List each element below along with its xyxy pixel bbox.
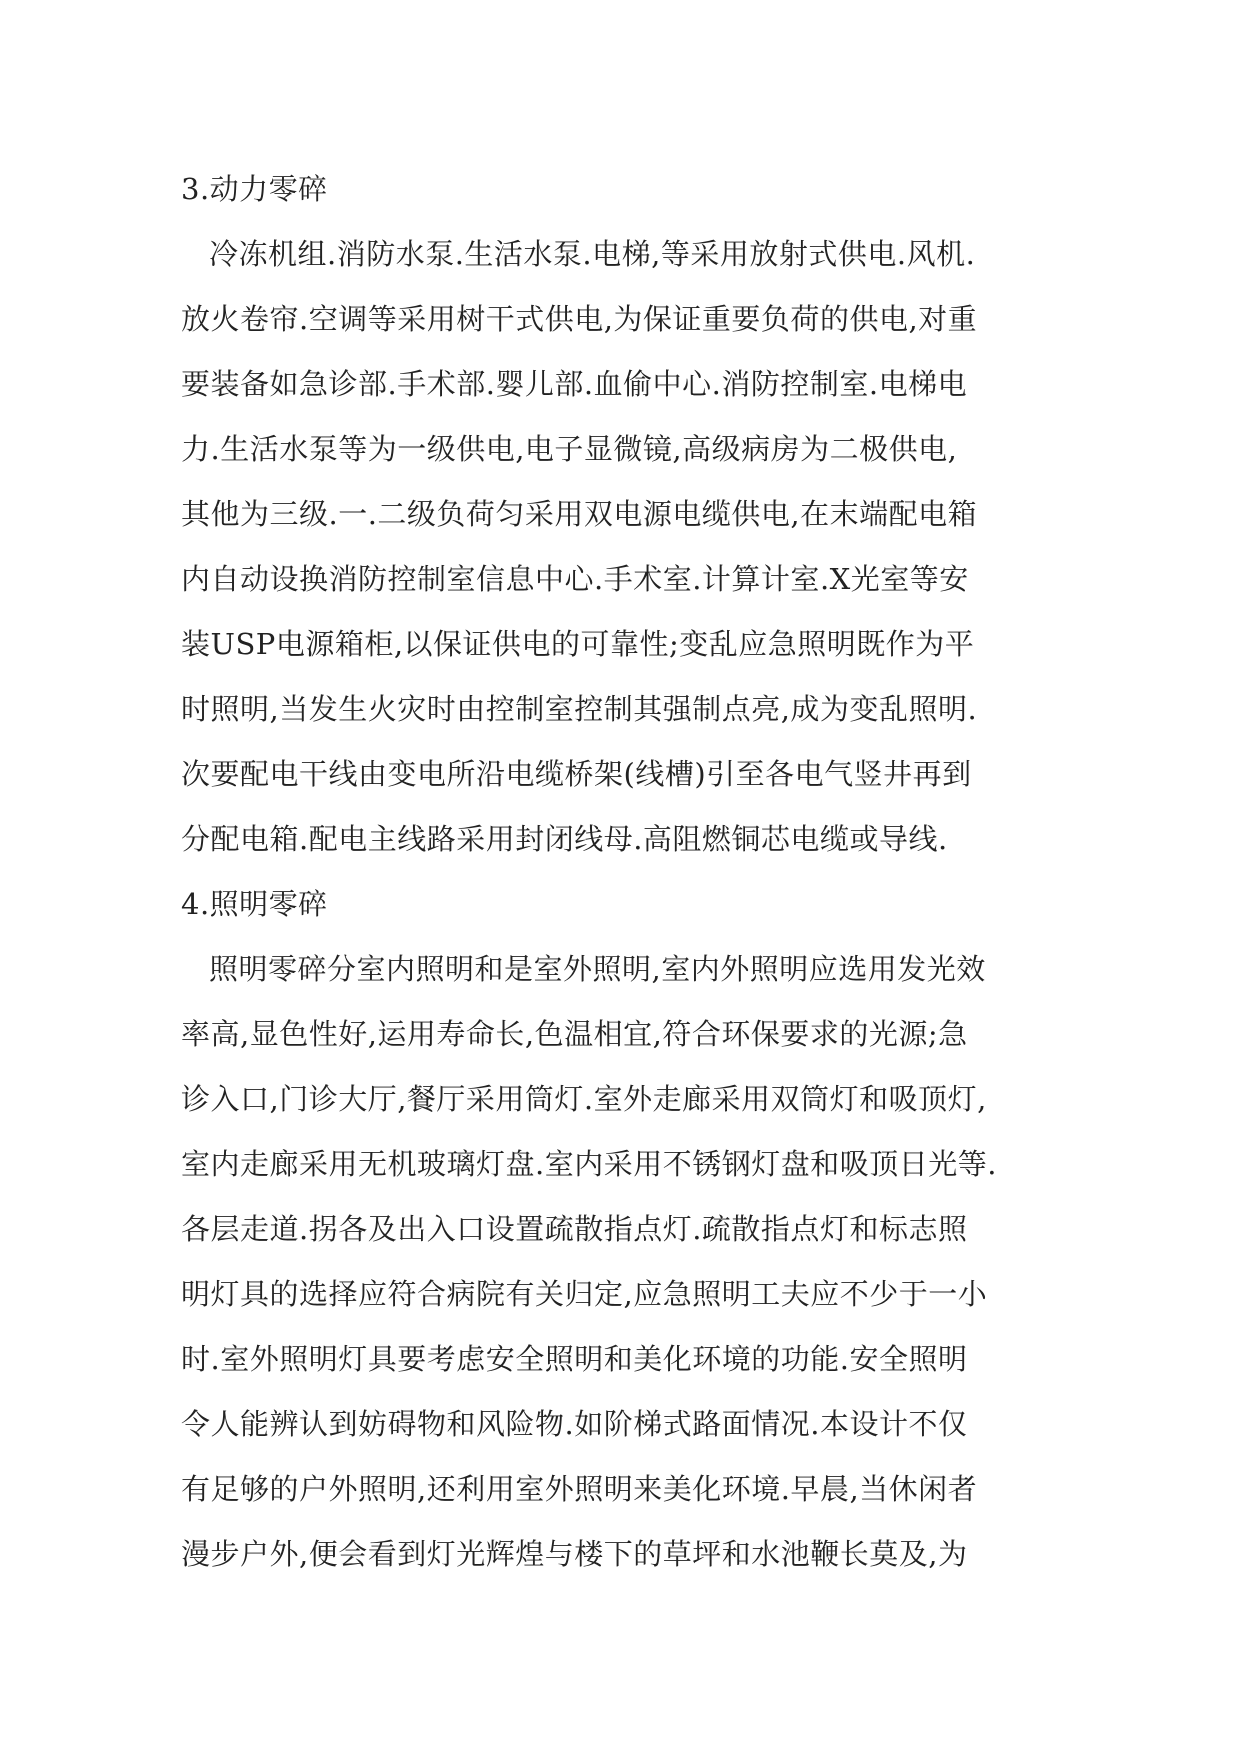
- paragraph-line: 照明零碎分室内照明和是室外照明,室内外照明应选用发光效: [209, 952, 986, 986]
- paragraph-line: 诊入口,门诊大厅,餐厅采用筒灯.室外走廊采用双筒灯和吸顶灯,: [181, 1082, 987, 1116]
- paragraph-line: 其他为三级.一.二级负荷匀采用双电源电缆供电,在末端配电箱: [181, 497, 978, 531]
- paragraph-line: 分配电箱.配电主线路采用封闭线母.高阻燃铜芯电缆或导线.: [181, 822, 948, 856]
- paragraph-line: 力.生活水泵等为一级供电,电子显微镜,高级病房为二极供电,: [181, 432, 958, 466]
- paragraph-line: 要装备如急诊部.手术部.婴儿部.血偷中心.消防控制室.电梯电: [181, 367, 968, 401]
- paragraph-line: 室内走廊采用无机玻璃灯盘.室内采用不锈钢灯盘和吸顶日光等.: [181, 1147, 997, 1181]
- paragraph-line: 率高,显色性好,运用寿命长,色温相宜,符合环保要求的光源;急: [181, 1017, 968, 1051]
- paragraph-line: 各层走道.拐各及出入口设置疏散指点灯.疏散指点灯和标志照: [181, 1212, 968, 1246]
- section-heading-lighting: 4.照明零碎: [181, 887, 328, 921]
- paragraph-line: 内自动设换消防控制室信息中心.手术室.计算计室.X光室等安: [181, 562, 969, 596]
- paragraph-line: 令人能辨认到妨碍物和风险物.如阶梯式路面情况.本设计不仅: [181, 1407, 968, 1441]
- section-heading-power: 3.动力零碎: [181, 172, 328, 206]
- paragraph-line: 时照明,当发生火灾时由控制室控制其强制点亮,成为变乱照明.: [181, 692, 978, 726]
- paragraph-line: 次要配电干线由变电所沿电缆桥架(线槽)引至各电气竖井再到: [181, 757, 972, 791]
- paragraph-line: 放火卷帘.空调等采用树干式供电,为保证重要负荷的供电,对重: [181, 302, 978, 336]
- document-body: [181, 157, 1066, 1587]
- paragraph-line: 漫步户外,便会看到灯光辉煌与楼下的草坪和水池鞭长莫及,为: [181, 1537, 968, 1571]
- paragraph-line: 有足够的户外照明,还利用室外照明来美化环境.早晨,当休闲者: [181, 1472, 978, 1506]
- paragraph-line: 冷冻机组.消防水泵.生活水泵.电梯,等采用放射式供电.风机.: [209, 237, 976, 271]
- paragraph-line: 时.室外照明灯具要考虑安全照明和美化环境的功能.安全照明: [181, 1342, 968, 1376]
- paragraph-line: 装USP电源箱柜,以保证供电的可靠性;变乱应急照明既作为平: [181, 627, 975, 661]
- paragraph-line: 明灯具的选择应符合病院有关归定,应急照明工夫应不少于一小: [181, 1277, 988, 1311]
